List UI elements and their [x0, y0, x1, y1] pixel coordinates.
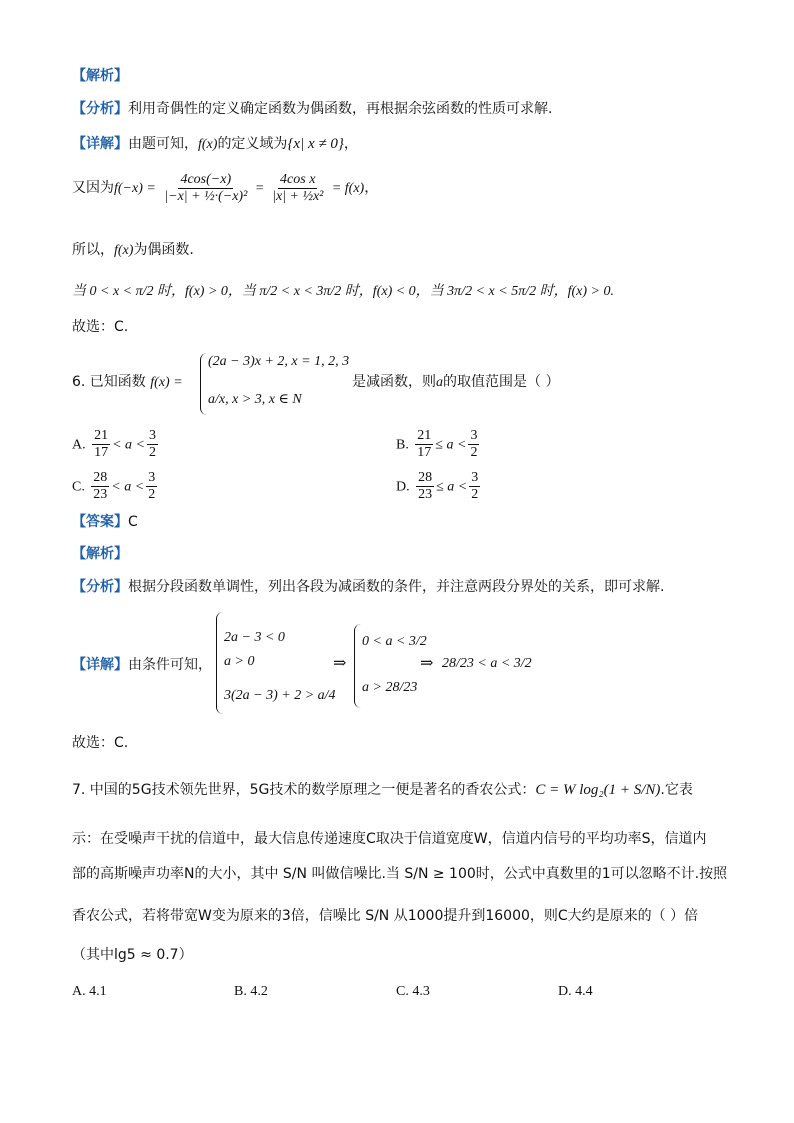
- system2-line-1: 0 < a < 3/2: [362, 634, 427, 649]
- option-den: 23: [418, 487, 433, 502]
- implies-arrow-2: ⇒: [420, 655, 434, 672]
- option-den2: 2: [471, 487, 479, 502]
- q6-case-1: (2a − 3)x + 2, x = 1, 2, 3: [208, 354, 350, 369]
- detail-tag: 【详解】: [72, 136, 128, 152]
- analysis-text: 根据分段函数单调性，列出各段为减函数的条件，并注意两段分界处的关系，即可求解.: [128, 579, 665, 595]
- detail-text: 由题可知，: [128, 136, 198, 152]
- analysis-text: 利用奇偶性的定义确定函数为偶函数，再根据余弦函数的性质可求解.: [128, 101, 553, 117]
- option-den2: 2: [148, 445, 156, 460]
- option-den: 23: [93, 487, 108, 502]
- fraction-1-den: |−x| + ½·(−x)²: [164, 188, 248, 204]
- q7-option-b[interactable]: B. 4.2: [234, 984, 268, 999]
- q7-line-1-text: 7. 中国的5G技术领先世界，5G技术的数学原理之一便是著名的香农公式：: [72, 782, 536, 798]
- option-num: 21: [94, 428, 109, 443]
- q6-option-a[interactable]: [72, 428, 160, 461]
- q6-fx: f(x) =: [150, 375, 183, 390]
- option-num2: 3: [471, 470, 479, 485]
- q7-line-5: （其中lg5 ≈ 0.7）: [72, 947, 193, 963]
- q7-line-1-end: .它表: [660, 782, 693, 798]
- punct: ，: [364, 180, 379, 196]
- q5-choice: 故选：C.: [72, 319, 129, 335]
- option-den2: 2: [470, 445, 478, 460]
- option-rel: ≤ a <: [435, 437, 467, 453]
- analysis-tag: 【分析】: [72, 101, 128, 117]
- suoyi-text: 所以，: [72, 242, 114, 258]
- fx-symbol: f(x): [198, 137, 218, 152]
- fx-symbol: f(x): [114, 243, 134, 258]
- q5-conclusion: [72, 240, 194, 261]
- q6-suffix: [352, 372, 559, 393]
- fraction-2-den: |x| + ½x²: [272, 188, 324, 204]
- q7-option-d[interactable]: D. 4.4: [558, 984, 593, 999]
- q7-line-1: [72, 780, 693, 800]
- option-den: 17: [417, 445, 432, 460]
- q6-answer: [72, 512, 138, 532]
- q6-suffix-text: 是减函数，则: [352, 374, 436, 390]
- analysis-tag: 【分析】: [72, 579, 128, 595]
- q6-option-d[interactable]: [396, 470, 482, 503]
- option-num2: 3: [148, 428, 156, 443]
- q5-even-proof: 又因为f(−x) = $\frac{4\cos(-x)}{\text{|−x| + ½·(−x)²}}$ = $\frac{\text{4cos x}}{\text{|x| + ½x²}}$ = f(x)，: [72, 171, 379, 204]
- option-den2: 2: [148, 487, 156, 502]
- q6-brace: [200, 353, 207, 415]
- q6-option-b[interactable]: [396, 428, 481, 461]
- system1-line-1: 2a − 3 < 0: [224, 630, 285, 645]
- option-num: 28: [418, 470, 433, 485]
- implies-arrow-1: ⇒: [333, 655, 347, 672]
- youyin-text: 又因为: [72, 180, 114, 196]
- option-num2: 3: [148, 470, 156, 485]
- option-den: 17: [94, 445, 109, 460]
- q5-analysis-line: [72, 99, 552, 119]
- analysis-header: 【解析】: [72, 68, 128, 84]
- fraction-2: [270, 172, 325, 205]
- option-rel: < a <: [111, 479, 145, 495]
- system1-line-2: a > 0: [224, 654, 255, 669]
- option-rel: ≤ a <: [436, 479, 468, 495]
- a-symbol: a: [436, 375, 443, 390]
- q7-line-3: 部的高斯噪声功率N的大小，其中 S/N 叫做信噪比.当 S/N ≥ 100时，公式中真数里的1可以忽略不计.按照: [72, 866, 728, 882]
- answer-value: C: [128, 514, 138, 530]
- q6-detail-lead: [72, 655, 212, 675]
- system1-brace: [216, 612, 223, 714]
- option-num2: 3: [470, 428, 478, 443]
- punct: ，: [343, 136, 358, 152]
- analysis-header: 【解析】: [72, 546, 128, 562]
- system1-line-3: 3(2a − 3) + 2 > a/4: [224, 688, 336, 703]
- q6-analysis-line: [72, 577, 664, 597]
- option-label: C.: [72, 479, 85, 495]
- option-label: A.: [72, 437, 86, 453]
- q6-prefix-text: 6. 已知函数: [72, 374, 146, 390]
- option-num: 21: [417, 428, 432, 443]
- q7-option-c[interactable]: C. 4.3: [396, 984, 430, 999]
- q6-option-c[interactable]: [72, 470, 159, 503]
- fraction-1-num: 4cos(−x): [180, 171, 232, 187]
- q7-line-4: 香农公式，若将带宽W变为原来的3倍，信噪比 S/N 从1000提升到16000，则C大约是原来的（ ）倍: [72, 908, 699, 924]
- range-result: 28/23 < a < 3/2: [442, 656, 532, 671]
- q6-choice: 故选：C.: [72, 735, 129, 751]
- q6-prefix: [72, 372, 183, 393]
- eq-fx: = f(x): [331, 181, 365, 196]
- q5-intervals: 当 0 < x < π/2 时，f(x) > 0，当 π/2 < x < 3π/2 时，f(x) < 0，当 3π/2 < x < 5π/2 时，f(x) > 0.: [72, 284, 614, 299]
- fraction-1: [162, 172, 249, 205]
- detail-tag: 【详解】: [72, 657, 128, 673]
- option-label: D.: [396, 479, 410, 495]
- option-num: 28: [93, 470, 108, 485]
- q5-detail-line: [72, 134, 358, 155]
- f-neg-x: f(−x) =: [114, 181, 156, 196]
- option-label: B.: [396, 437, 409, 453]
- system2-line-2: a > 28/23: [362, 680, 418, 695]
- detail-mid: 的定义域为: [217, 136, 288, 152]
- suoyi-end: 为偶函数.: [133, 242, 194, 258]
- q6-suffix-end: 的取值范围是（ ）: [443, 374, 560, 390]
- fraction-2-num: 4cos x: [280, 171, 316, 187]
- option-rel: < a <: [112, 437, 145, 453]
- answer-tag: 【答案】: [72, 514, 128, 530]
- q6-case-2: a/x, x > 3, x ∈ N: [208, 392, 302, 407]
- detail-text: 由条件可知，: [128, 657, 212, 673]
- q7-line-2: 示：在受噪声干扰的信道中，最大信息传递速度C取决于信道宽度W，信道内信号的平均功率S，信道内: [72, 831, 707, 847]
- q7-option-a[interactable]: A. 4.1: [72, 984, 107, 999]
- system2-brace: [354, 624, 361, 708]
- shannon-formula: C = W log₂(1 + S/N): [535, 782, 661, 798]
- domain-set: {x| x ≠ 0}: [287, 136, 344, 152]
